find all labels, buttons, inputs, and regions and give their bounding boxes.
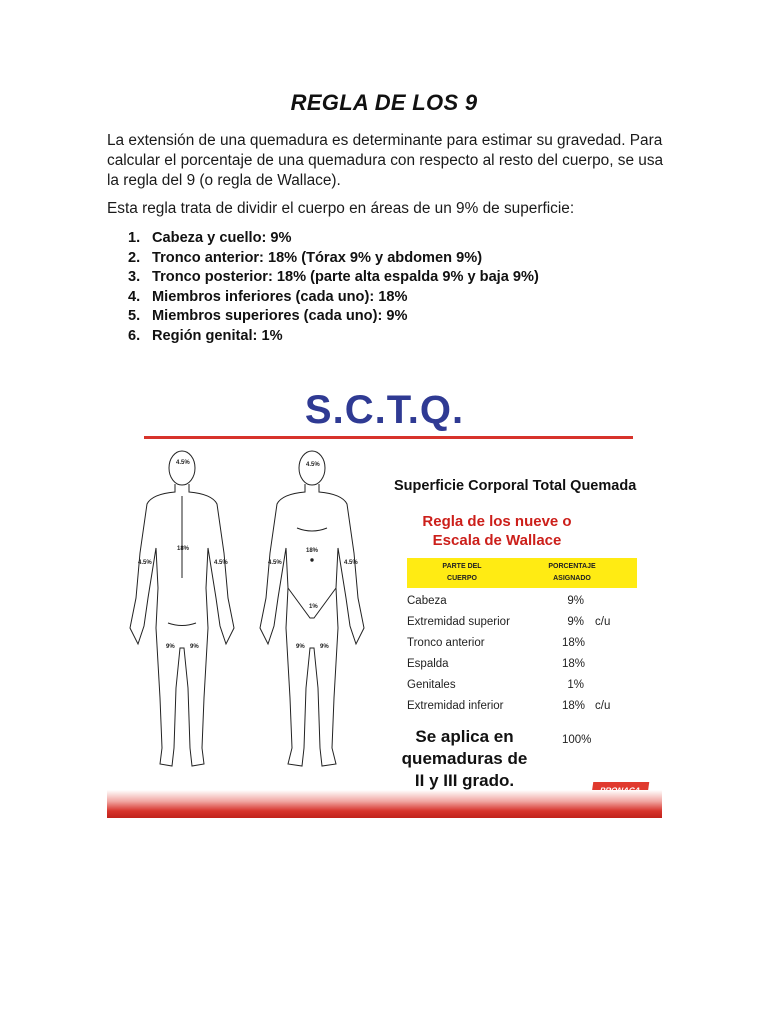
percentage-table bbox=[407, 592, 647, 718]
divider bbox=[144, 436, 633, 439]
total-percentage: 100% bbox=[562, 734, 592, 746]
label-back-torso: 18% bbox=[177, 546, 190, 552]
table-header bbox=[407, 558, 637, 588]
label-back-arm-left: 4.5% bbox=[138, 560, 152, 566]
label-front-torso: 18% bbox=[306, 548, 319, 554]
table-row: Espalda 18% bbox=[407, 658, 586, 670]
list-item: 5. Miembros superiores (cada uno): 9% bbox=[128, 308, 408, 325]
label-front-genital: 1% bbox=[309, 604, 318, 610]
list-item: 4. Miembros inferiores (cada uno): 18% bbox=[128, 288, 408, 305]
label-back-head: 4.5% bbox=[176, 460, 190, 466]
label-back-arm-right: 4.5% bbox=[214, 560, 228, 566]
label-back-leg-left: 9% bbox=[166, 644, 175, 650]
body-diagram bbox=[122, 448, 372, 778]
table-row: Extremidad inferior 18% c/u bbox=[407, 700, 611, 712]
rules-list bbox=[128, 229, 539, 347]
slide-bottom-bar bbox=[107, 790, 662, 818]
document-title: REGLA DE LOS 9 bbox=[290, 90, 478, 115]
table-row: Genitales 1% bbox=[407, 679, 584, 691]
intro-paragraph: La extensión de una quemadura es determinante para estimar su gravedad. Para calcular el porcentaje de una quemadura con respecto al resto del cuerpo, se usa la regla del 9 (o regla de Wallace). bbox=[107, 132, 664, 189]
application-note: Se aplica en quemaduras de II y III grado. bbox=[401, 727, 528, 790]
wallace-title: Regla de los nueve o Escala de Wallace bbox=[422, 513, 572, 549]
label-front-leg-right: 9% bbox=[320, 644, 329, 650]
list-item: 6. Región genital: 1% bbox=[128, 327, 283, 344]
panel-title: Superficie Corporal Total Quemada bbox=[394, 478, 637, 494]
label-front-leg-left: 9% bbox=[296, 644, 305, 650]
label-front-arm-right: 4.5% bbox=[344, 560, 358, 566]
table-row: Extremidad superior 9% c/u bbox=[407, 616, 611, 628]
list-item: 2. Tronco anterior: 18% (Tórax 9% y abdomen 9%) bbox=[128, 249, 483, 266]
label-back-leg-right: 9% bbox=[190, 644, 199, 650]
slide-heading: S.C.T.Q. bbox=[304, 388, 465, 432]
list-item: 3. Tronco posterior: 18% (parte alta espalda 9% y baja 9%) bbox=[128, 269, 539, 286]
header-part: PARTE DEL CUERPO bbox=[442, 563, 482, 582]
list-item: 1. Cabeza y cuello: 9% bbox=[128, 230, 292, 246]
rule-description: Esta regla trata de dividir el cuerpo en áreas de un 9% de superficie: bbox=[107, 200, 575, 217]
table-row: Tronco anterior 18% bbox=[407, 637, 586, 649]
sctq-slide-image bbox=[107, 378, 662, 818]
header-percentage: PORCENTAJE ASIGNADO bbox=[548, 563, 596, 582]
table-row: Cabeza 9% bbox=[407, 595, 584, 607]
label-front-arm-left: 4.5% bbox=[268, 560, 282, 566]
label-front-head: 4.5% bbox=[306, 462, 320, 468]
